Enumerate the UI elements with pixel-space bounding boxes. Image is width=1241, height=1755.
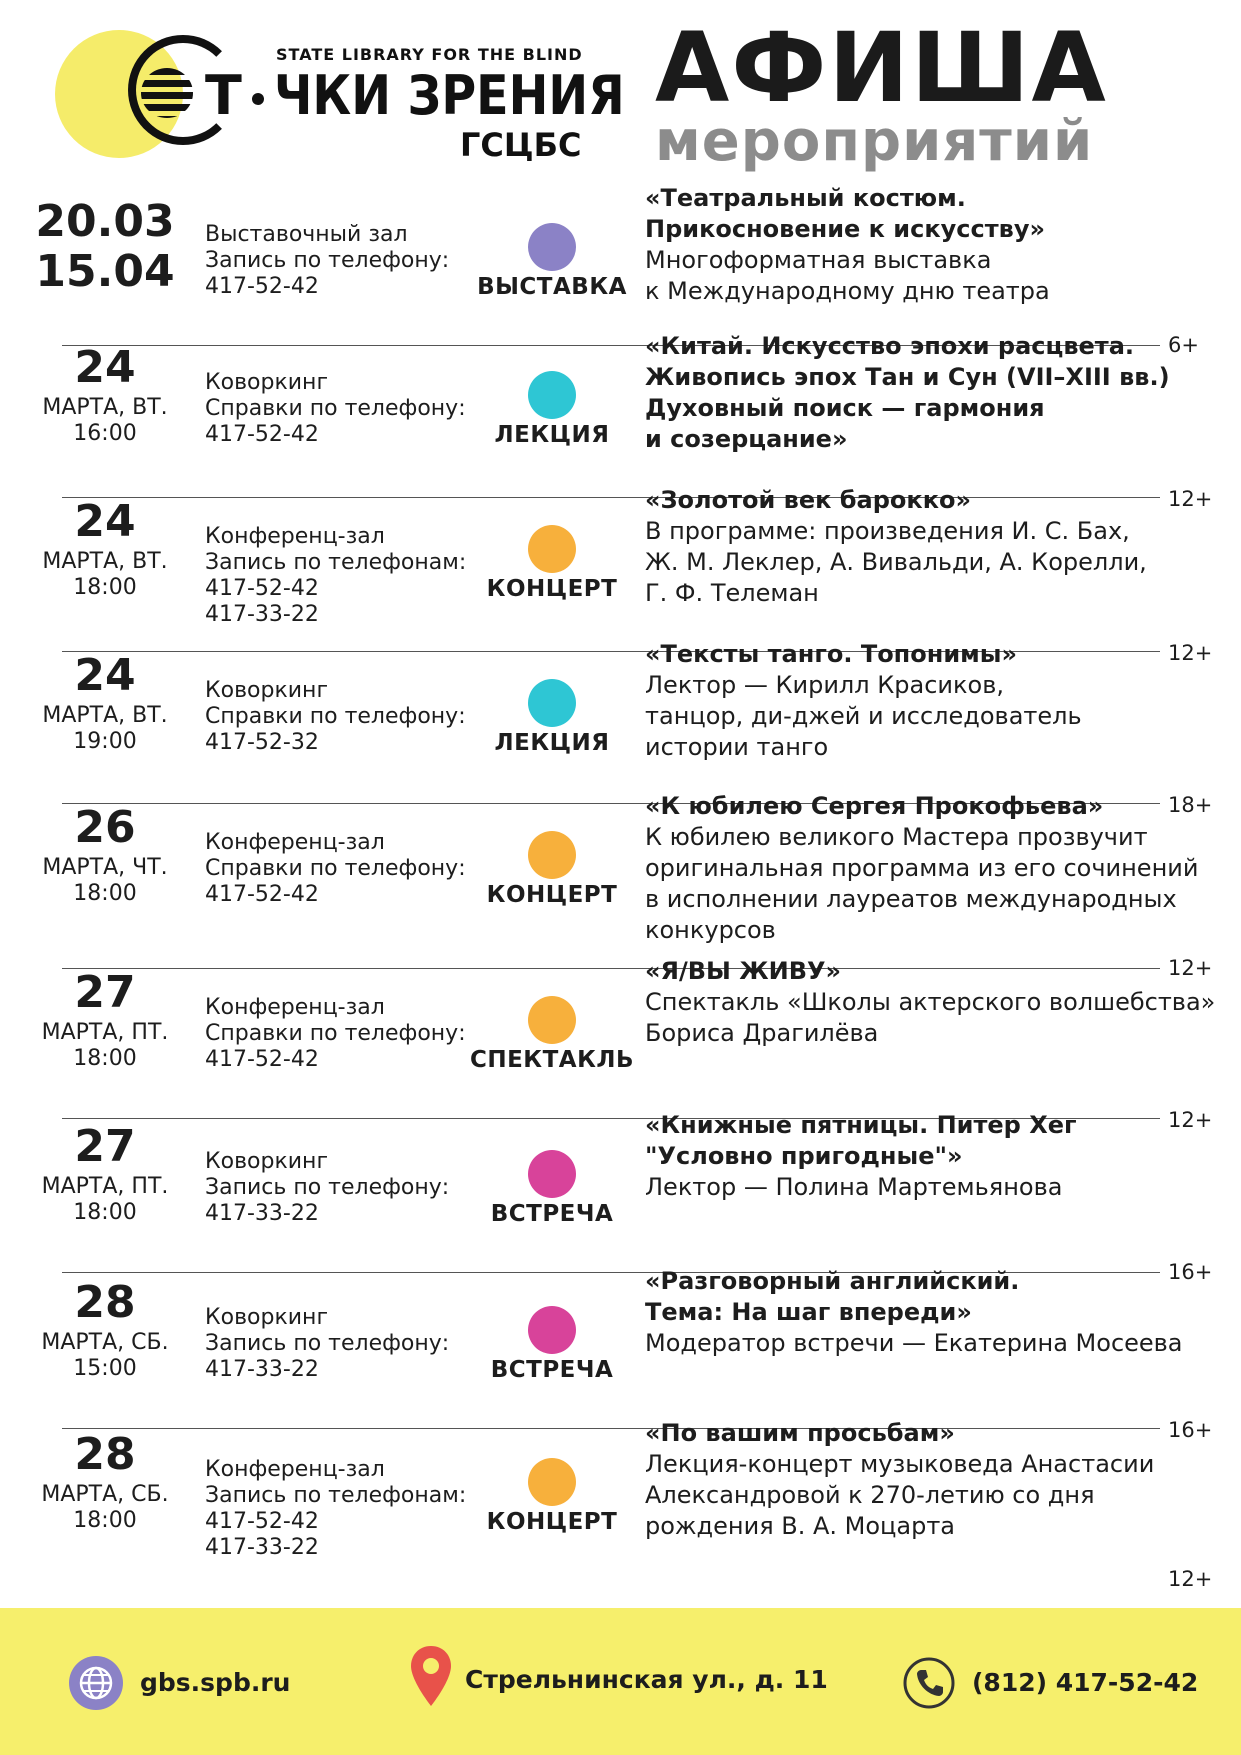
event-title-line: «Я/ВЫ ЖИВУ» xyxy=(645,957,842,985)
event-day: 26 xyxy=(74,802,136,853)
event-title-line: «Китай. Искусство эпохи расцвета. xyxy=(645,332,1134,360)
event-type-dot xyxy=(528,223,576,271)
age-rating: 18+ xyxy=(1168,793,1213,817)
age-rating: 12+ xyxy=(1168,641,1213,665)
event-title-line: Духовный поиск — гармония xyxy=(645,394,1045,422)
event-description xyxy=(645,639,1082,763)
event-text-line: Многоформатная выставка xyxy=(645,246,992,274)
event-venue xyxy=(205,1305,449,1383)
footer xyxy=(0,1608,1241,1755)
logo-abbreviation: ГСЦБС xyxy=(460,126,582,164)
event-month: МАРТА, ПТ. xyxy=(41,1020,169,1045)
event-time: 18:00 xyxy=(73,1046,137,1071)
event-type-label: ВСТРЕЧА xyxy=(490,1201,614,1227)
event-month: МАРТА, ЧТ. xyxy=(42,855,168,880)
venue-name: Коворкинг xyxy=(205,1305,328,1330)
phone-number[interactable]: 417-33-22 xyxy=(205,602,319,627)
page-subtitle: мероприятий xyxy=(655,109,1094,174)
event-text-line: В программе: произведения И. С. Бах, xyxy=(645,517,1130,545)
event-type-label: КОНЦЕРТ xyxy=(486,882,618,908)
event-text-line: конкурсов xyxy=(645,916,776,944)
event-title-line: «Театральный костюм. xyxy=(645,184,966,212)
event-text-line: Г. Ф. Телеман xyxy=(645,579,819,607)
contact-label: Справки по телефону: xyxy=(205,856,466,881)
event-venue xyxy=(205,995,466,1073)
event-type-label: СПЕКТАКЛЬ xyxy=(469,1047,635,1073)
phone-number[interactable]: 417-52-32 xyxy=(205,730,319,755)
event-day: 28 xyxy=(74,1429,136,1480)
venue-name: Коворкинг xyxy=(205,678,328,703)
event-title-line: «По вашим просьбам» xyxy=(645,1419,955,1447)
event-time: 19:00 xyxy=(73,729,137,754)
logo-dot xyxy=(252,93,264,105)
event-type-dot xyxy=(528,1150,576,1198)
venue-name: Конференц-зал xyxy=(205,524,385,549)
event-title-line: «Тексты танго. Топонимы» xyxy=(645,640,1017,668)
event-time: 18:00 xyxy=(73,1200,137,1225)
event-text-line: Лектор — Полина Мартемьянова xyxy=(645,1173,1063,1201)
contact-label: Справки по телефону: xyxy=(205,704,466,729)
event-text-line: Лекция-концерт музыковеда Анастасии xyxy=(645,1450,1155,1478)
event-type-dot xyxy=(528,1306,576,1354)
event-type-label: ЛЕКЦИЯ xyxy=(494,730,610,756)
event-venue xyxy=(205,524,466,628)
event-type-dot xyxy=(528,996,576,1044)
event-time: 18:00 xyxy=(73,575,137,600)
event-time: 16:00 xyxy=(73,421,137,446)
event-title-line: Живопись эпох Тан и Сун (VII–XIII вв.) xyxy=(645,363,1170,391)
event-month: МАРТА, ВТ. xyxy=(42,395,168,420)
map-pin-icon xyxy=(408,1644,454,1710)
event-month: МАРТА, СБ. xyxy=(41,1482,169,1507)
logo-eye-stripes xyxy=(141,68,193,118)
event-text-line: К юбилею великого Мастера прозвучит xyxy=(645,823,1148,851)
venue-name: Конференц-зал xyxy=(205,1457,385,1482)
contact-label: Запись по телефону: xyxy=(205,1175,450,1200)
phone-number[interactable]: 417-52-42 xyxy=(205,882,319,907)
event-title-line: «Разговорный английский. xyxy=(645,1267,1020,1295)
age-rating: 12+ xyxy=(1168,1108,1213,1132)
event-title-line: "Условно пригодные"» xyxy=(645,1142,963,1170)
event-title-line: и созерцание» xyxy=(645,425,848,453)
phone-number[interactable]: 417-52-42 xyxy=(205,1509,319,1534)
event-description xyxy=(645,1110,1077,1203)
event-description xyxy=(645,956,1215,1049)
event-type-dot xyxy=(528,1458,576,1506)
event-title-line: «Золотой век барокко» xyxy=(645,486,971,514)
venue-name: Коворкинг xyxy=(205,370,328,395)
event-title-line: Тема: На шаг впереди» xyxy=(645,1298,972,1326)
event-text-line: танцор, ди-джей и исследователь xyxy=(645,702,1082,730)
event-day: 24 xyxy=(74,496,136,547)
event-type-label: ВЫСТАВКА xyxy=(477,274,627,300)
contact-label: Справки по телефону: xyxy=(205,1021,466,1046)
event-type-dot xyxy=(528,679,576,727)
event-day: 27 xyxy=(74,967,136,1018)
event-text-line: Александровой к 270-летию со дня xyxy=(645,1481,1095,1509)
phone-number[interactable]: 417-52-42 xyxy=(205,422,319,447)
event-day: 24 xyxy=(74,650,136,701)
event-month: МАРТА, СБ. xyxy=(41,1330,169,1355)
event-description xyxy=(645,331,1170,455)
event-text-line: Спектакль «Школы актерского волшебства» xyxy=(645,988,1216,1016)
venue-name: Конференц-зал xyxy=(205,995,385,1020)
event-venue xyxy=(205,830,466,908)
event-description xyxy=(645,791,1198,946)
globe-icon xyxy=(68,1655,124,1711)
phone-number[interactable]: 417-52-42 xyxy=(205,274,319,299)
event-type-label: КОНЦЕРТ xyxy=(486,1509,618,1535)
age-rating: 16+ xyxy=(1168,1418,1213,1442)
contact-label: Запись по телефону: xyxy=(205,1331,450,1356)
event-description xyxy=(645,1418,1154,1542)
event-day: 24 xyxy=(74,342,136,393)
event-description xyxy=(645,485,1147,609)
event-month: МАРТА, ВТ. xyxy=(42,549,168,574)
website-link[interactable]: gbs.spb.ru xyxy=(140,1668,291,1697)
age-rating: 12+ xyxy=(1168,1567,1213,1591)
event-type-dot xyxy=(528,371,576,419)
event-text-line: к Международному дню театра xyxy=(645,277,1050,305)
venue-name: Выставочный зал xyxy=(205,222,408,247)
event-text-line: истории танго xyxy=(645,733,829,761)
contact-label: Запись по телефонам: xyxy=(205,1483,467,1508)
phone-number[interactable]: 417-52-42 xyxy=(205,1047,319,1072)
event-text-line: Бориса Драгилёва xyxy=(645,1019,879,1047)
event-venue xyxy=(205,1149,449,1227)
event-venue xyxy=(205,222,449,300)
logo-letter: Т xyxy=(205,64,242,127)
event-text-line: Лектор — Кирилл Красиков, xyxy=(645,671,1004,699)
phone-number[interactable]: 417-33-22 xyxy=(205,1357,319,1382)
event-type-label: ЛЕКЦИЯ xyxy=(494,422,610,448)
event-date-start: 20.03 xyxy=(35,196,175,247)
event-title-line: «Книжные пятницы. Питер Хег xyxy=(645,1111,1077,1139)
logo-subtitle: STATE LIBRARY FOR THE BLIND xyxy=(276,45,583,64)
age-rating: 12+ xyxy=(1168,956,1213,980)
age-rating: 16+ xyxy=(1168,1260,1213,1284)
event-title-line: «К юбилею Сергея Прокофьева» xyxy=(645,792,1104,820)
event-text-line: в исполнении лауреатов международных xyxy=(645,885,1177,913)
event-type-dot xyxy=(528,525,576,573)
logo-title: ЧКИ ЗРЕНИЯ xyxy=(274,64,625,127)
event-type-label: ВСТРЕЧА xyxy=(490,1357,614,1383)
event-venue xyxy=(205,1457,466,1561)
event-title-line: Прикосновение к искусству» xyxy=(645,215,1045,243)
phone-number[interactable]: 417-52-42 xyxy=(205,576,319,601)
event-date-end: 15.04 xyxy=(35,246,175,297)
contact-label: Запись по телефонам: xyxy=(205,550,467,575)
event-type-dot xyxy=(528,831,576,879)
address-text: Стрельнинская ул., д. 11 xyxy=(465,1665,828,1694)
venue-name: Коворкинг xyxy=(205,1149,328,1174)
event-month: МАРТА, ВТ. xyxy=(42,703,168,728)
event-month: МАРТА, ПТ. xyxy=(41,1174,169,1199)
phone-number[interactable]: (812) 417-52-42 xyxy=(972,1668,1199,1697)
event-day: 28 xyxy=(74,1277,136,1328)
event-description xyxy=(645,183,1050,307)
event-type-label: КОНЦЕРТ xyxy=(486,576,618,602)
age-rating: 12+ xyxy=(1168,487,1213,511)
contact-label: Справки по телефону: xyxy=(205,396,466,421)
phone-number[interactable]: 417-33-22 xyxy=(205,1201,319,1226)
event-text-line: оригинальная программа из его сочинений xyxy=(645,854,1199,882)
event-time: 15:00 xyxy=(73,1356,137,1381)
event-time: 18:00 xyxy=(73,881,137,906)
event-venue xyxy=(205,678,466,756)
event-day: 27 xyxy=(74,1121,136,1172)
page-title: АФИША xyxy=(655,12,1108,124)
contact-label: Запись по телефону: xyxy=(205,248,450,273)
age-rating: 6+ xyxy=(1168,333,1199,357)
event-text-line: Модератор встречи — Екатерина Мосеева xyxy=(645,1329,1183,1357)
venue-name: Конференц-зал xyxy=(205,830,385,855)
phone-number[interactable]: 417-33-22 xyxy=(205,1535,319,1560)
phone-icon xyxy=(902,1656,956,1710)
event-venue xyxy=(205,370,466,448)
event-time: 18:00 xyxy=(73,1508,137,1533)
event-text-line: рождения В. А. Моцарта xyxy=(645,1512,956,1540)
event-text-line: Ж. М. Леклер, А. Вивальди, А. Корелли, xyxy=(645,548,1147,576)
event-description xyxy=(645,1266,1183,1359)
